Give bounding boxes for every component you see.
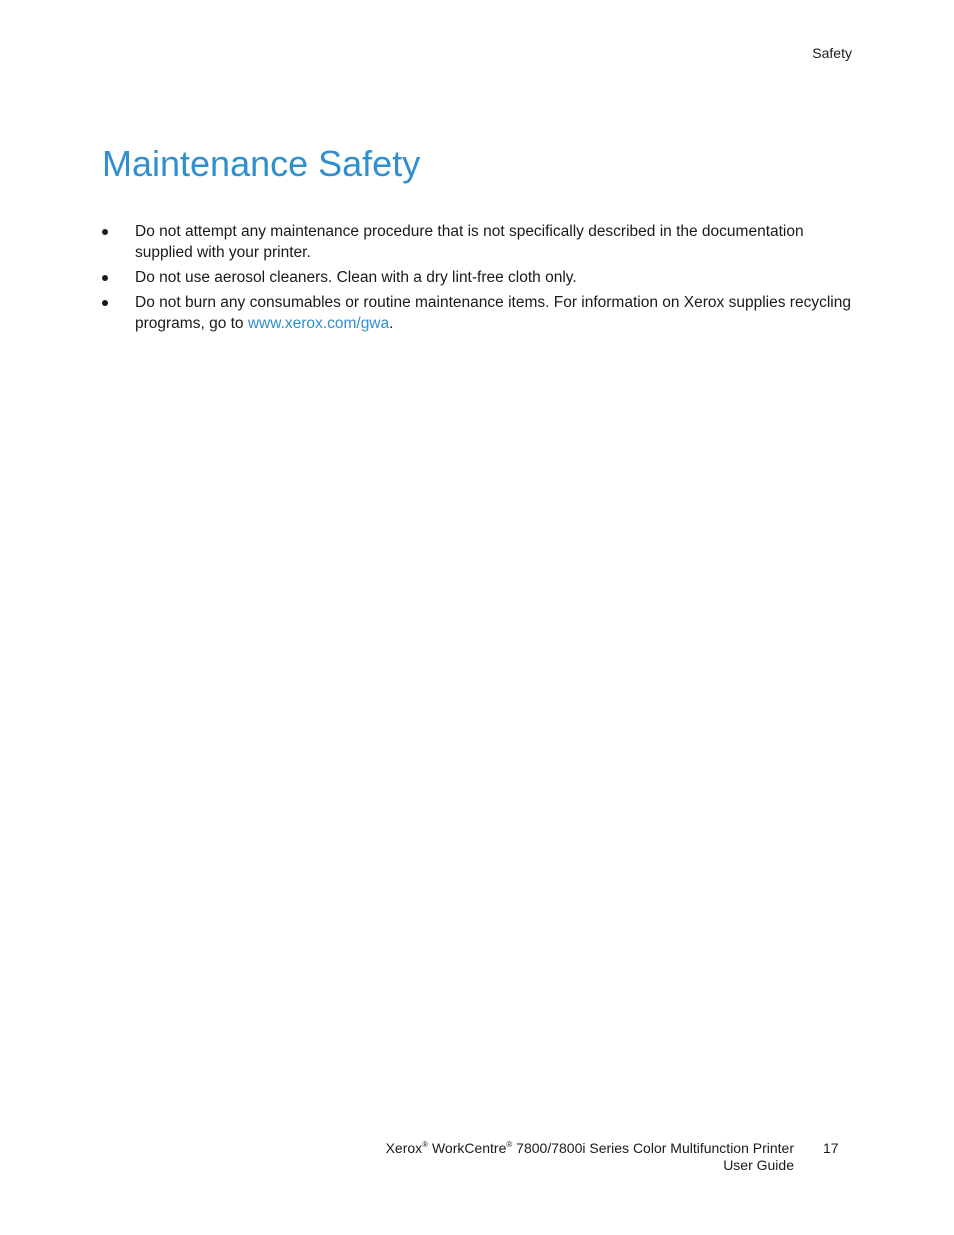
running-header-section: Safety	[812, 45, 852, 61]
bullet-text: Do not attempt any maintenance procedure that is not specifically described in the documentation supplied with your printer.	[135, 223, 804, 261]
bullet-text-after: .	[389, 315, 394, 332]
registered-mark: ®	[422, 1140, 429, 1149]
list-item	[102, 292, 854, 334]
xerox-gwa-link[interactable]: www.xerox.com/gwa	[247, 315, 390, 332]
list-item	[102, 267, 854, 288]
footer	[386, 1140, 794, 1174]
list-item	[102, 221, 854, 263]
bullet-text-before: Do not burn any consumables or routine maintenance items. For information on Xerox supplies recycling programs, go to	[135, 294, 851, 332]
footer-guide: User Guide	[723, 1157, 794, 1173]
bullet-icon	[102, 300, 108, 306]
registered-mark: ®	[506, 1140, 513, 1149]
footer-product-line	[386, 1140, 794, 1157]
footer-model: 7800/7800i Series Color Multifunction Printer	[512, 1140, 794, 1156]
bullet-icon	[102, 229, 108, 235]
bullet-text: Do not use aerosol cleaners. Clean with a dry lint-free cloth only.	[135, 269, 577, 286]
bullet-list	[102, 221, 854, 338]
page-number: 17	[823, 1140, 839, 1156]
bullet-icon	[102, 275, 108, 281]
footer-brand: Xerox	[385, 1140, 423, 1156]
page-title: Maintenance Safety	[102, 143, 421, 184]
footer-product: WorkCentre	[428, 1140, 507, 1156]
